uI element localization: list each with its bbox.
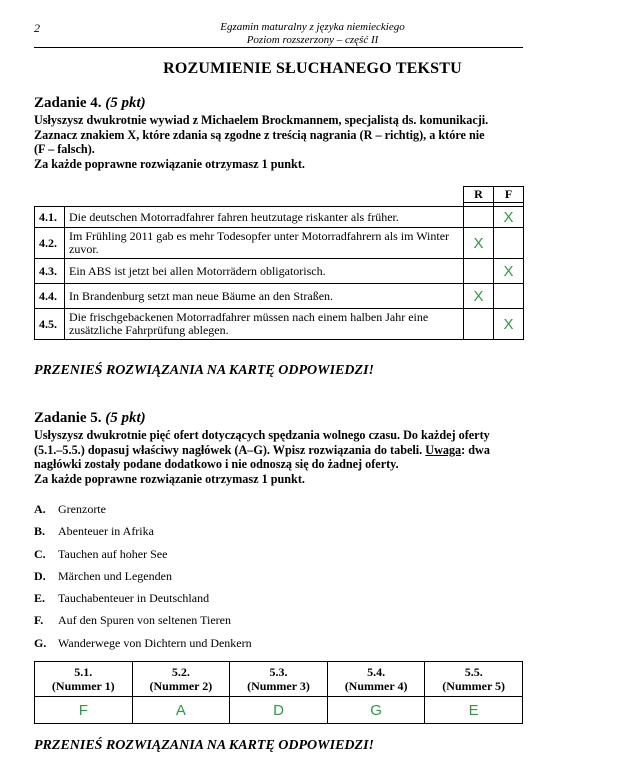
answer-number: 5.4. [367,665,386,679]
statement-number: 4.4. [35,284,65,309]
statement-number: 4.2. [35,228,65,259]
task4-transfer-note: PRZENIEŚ ROZWIĄZANIA NA KARTĘ ODPOWIEDZI! [34,363,374,378]
answer-number: 5.2. [171,665,190,679]
page-title: ROZUMIENIE SŁUCHANEGO TEKSTU [163,60,462,77]
task5-instruction [34,428,524,486]
list-item [34,610,252,632]
statement-text: In Brandenburg setzt man neue Bäume an den Straßen. [65,284,464,309]
statement-text: Im Frühling 2011 gab es mehr Todesopfer unter Motorradfahrern als im Winter zuvor. [65,228,464,259]
statement-number: 4.3. [35,259,65,284]
answer-label: (Nummer 4) [344,679,408,693]
answer-column-header [132,662,230,697]
answer-label: (Nummer 3) [247,679,310,693]
option-text: Tauchen auf hoher See [58,546,168,561]
heading-options-list [34,499,252,655]
option-text: Wanderwege von Dichtern und Denkern [58,635,252,650]
task5-title [34,410,146,427]
list-item [34,566,252,588]
answer-cell[interactable]: G [327,697,425,724]
task5-uwaga-rest: : dwa [461,442,490,457]
task5-transfer-note: PRZENIEŚ ROZWIĄZANIA NA KARTĘ ODPOWIEDZI! [34,738,374,753]
option-text: Auf den Spuren von seltenen Tieren [58,613,231,628]
option-text: Grenzorte [58,502,106,516]
answer-cell[interactable]: D [230,697,328,724]
running-header-line-2: Poziom rozszerzony – część II [246,34,379,46]
task5-instruction-line: Za każde poprawne rozwiązanie otrzymasz 1 punkt. [34,471,305,486]
task4-instruction [34,113,524,171]
table-row [35,259,524,284]
answer-cell[interactable]: F [35,697,133,724]
task4-instruction-line: Zaznacz znakiem X, które zdania są zgodne z treścią nagrania (R – richtig), a które nie [34,127,485,142]
task5-instruction-line [34,443,524,458]
page-number: 2 [34,21,40,35]
option-letter: D. [34,568,46,583]
task4-instruction-line: Usłyszysz dwukrotnie wywiad z Michaelem Brockmannem, specjalistą ds. komunikacji. [34,113,489,127]
statement-text: Ein ABS ist jetzt bei allen Motorrädern obligatorisch. [65,259,464,284]
task5-instruction-line: Usłyszysz dwukrotnie pięć ofert dotyczących spędzania wolnego czasu. Do każdej oferty [34,428,490,442]
list-item [34,544,252,566]
answer-label: (Nummer 5) [442,679,506,693]
table-row [35,207,524,228]
task5-instruction-line: nagłówki zostały podane dodatkowo i nie odnoszą się do żadnej oferty. [34,457,399,471]
answer-cell-f[interactable]: X [494,259,524,284]
answer-cell-f[interactable]: X [494,309,524,340]
task4-points: (5 pkt) [105,95,146,111]
table-row [35,309,524,340]
table-row [35,284,524,309]
answer-column-header [230,662,328,697]
answer-cell-f[interactable] [494,284,524,309]
list-item [34,588,252,610]
answer-cell-f[interactable]: X [494,207,524,228]
task5-title-text: Zadanie 5. [34,410,102,426]
task5-answer-table [34,661,523,724]
column-header-r: R [464,187,494,203]
option-text: Tauchabenteuer in Deutschland [58,591,210,606]
answer-cell[interactable]: A [132,697,230,724]
option-letter: B. [34,524,46,539]
answer-cell-r[interactable] [464,207,494,228]
option-letter: F. [34,613,44,628]
list-item [34,499,252,521]
answer-cell[interactable]: E [425,697,523,724]
answer-column-header [327,662,425,697]
column-header-f: F [494,187,524,203]
task5-uwaga: Uwaga [425,442,462,457]
answer-number: 5.1. [74,665,93,679]
statement-number: 4.1. [35,207,65,228]
header-divider [34,47,523,48]
option-letter: A. [34,502,46,516]
running-header [0,21,625,47]
answer-column-header [425,662,523,697]
answer-cell-r[interactable] [464,309,494,340]
list-item [34,633,252,655]
answer-label: (Nummer 2) [149,679,213,693]
table-header-row [35,662,523,697]
task4-answer-table [34,186,524,340]
option-text: Abenteuer in Afrika [58,524,154,539]
answer-cell-r[interactable]: X [464,284,494,309]
option-text: Märchen und Legenden [58,568,172,583]
answer-column-header [35,662,133,697]
task4-title-text: Zadanie 4. [34,95,102,111]
answer-cell-r[interactable] [464,259,494,284]
answer-label: (Nummer 1) [51,679,115,693]
option-letter: E. [34,591,46,606]
answer-cell-f[interactable] [494,228,524,259]
task4-instruction-line: (F – falsch). [34,142,95,156]
statement-text: Die deutschen Motorradfahrer fahren heutzutage riskanter als früher. [65,207,464,228]
statement-text: Die frischgebackenen Motorradfahrer müssen nach einem halben Jahr eine zusätzliche Fahrprüfung ablegen. [65,309,464,340]
statement-number: 4.5. [35,309,65,340]
list-item [34,521,252,543]
option-letter: G. [34,635,47,650]
running-header-line-1: Egzamin maturalny z języka niemieckiego [220,21,405,33]
table-row [35,697,523,724]
answer-cell-r[interactable]: X [464,228,494,259]
task4-instruction-line: Za każde poprawne rozwiązanie otrzymasz 1 punkt. [34,156,305,171]
option-letter: C. [34,546,46,561]
answer-number: 5.3. [269,665,288,679]
task5-points: (5 pkt) [105,410,146,426]
task5-instruction-text: (5.1.–5.5.) dopasuj właściwy nagłówek (A–G). Wpisz rozwiązania do tabeli. [34,442,423,457]
task4-title [34,95,146,112]
answer-number: 5.5. [464,665,483,679]
table-row [35,228,524,259]
